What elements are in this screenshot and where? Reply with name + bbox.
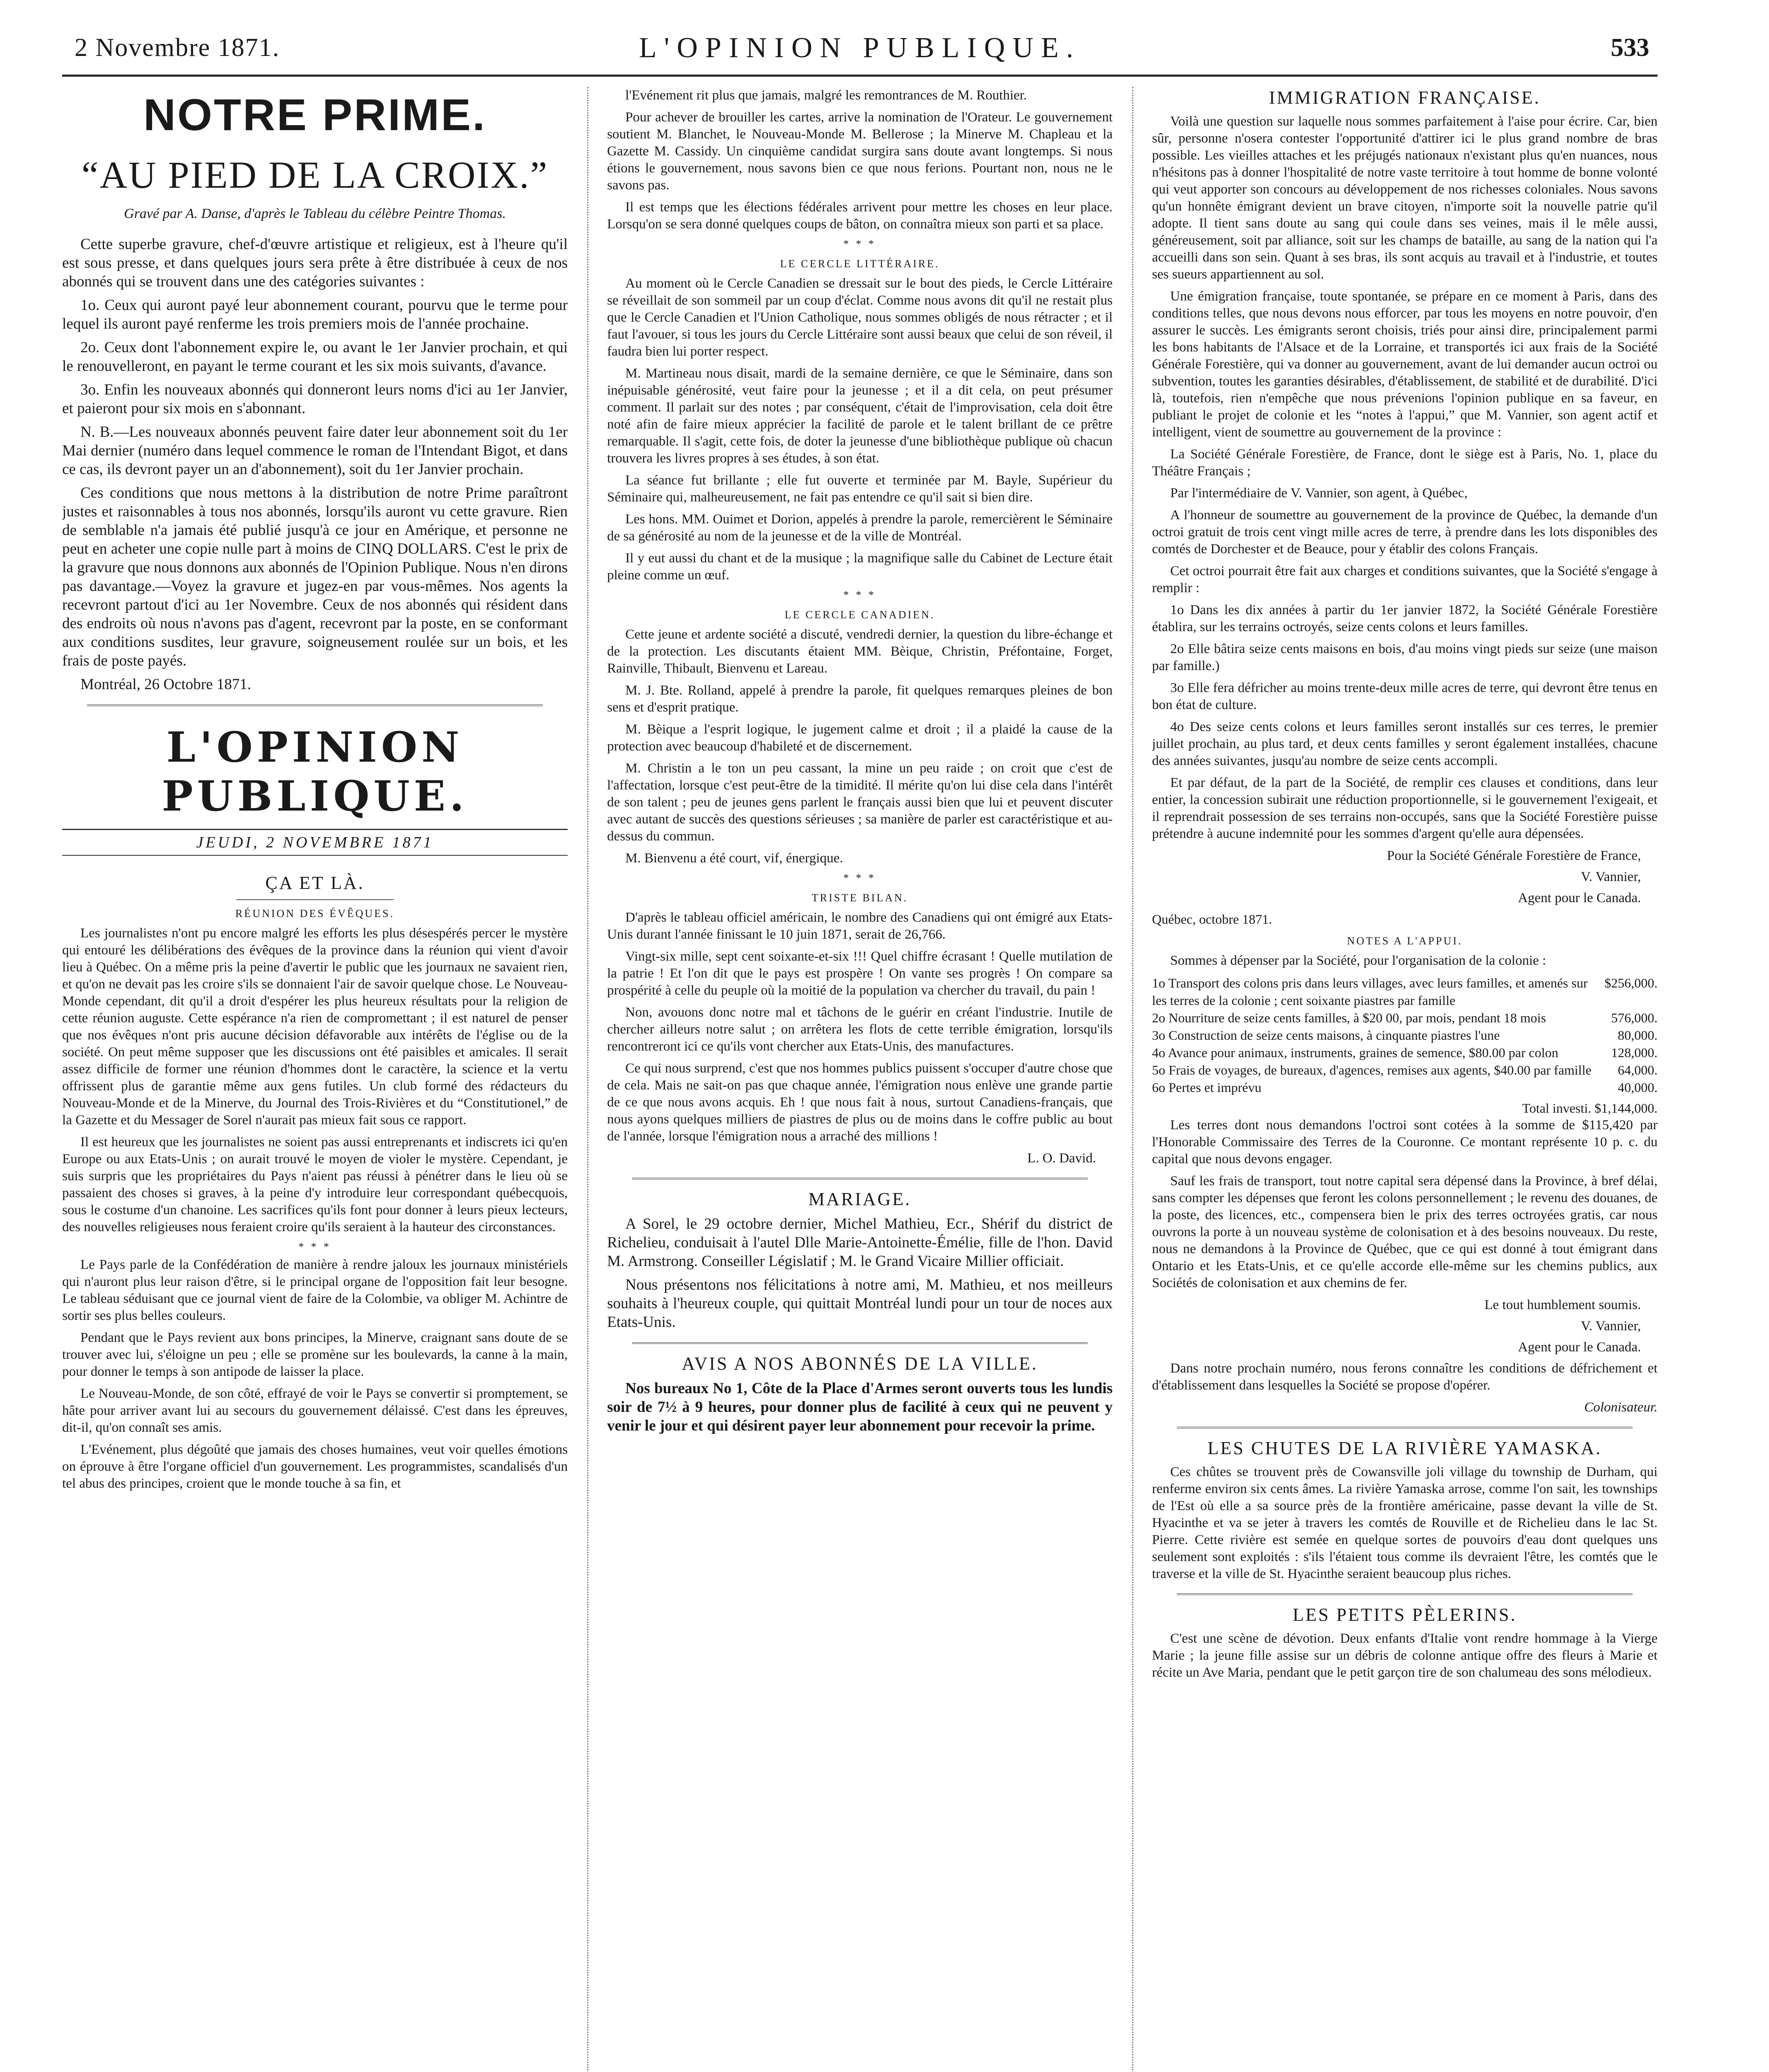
article-paragraph: Les hons. MM. Ouimet et Dorion, appelés à prendre la parole, remercièrent le Séminaire de sa générosité au nom de la jeunesse et de la ville de Montréal. [607, 512, 1113, 544]
cost-row [1152, 1026, 1658, 1044]
cost-amount: 64,000. [1618, 1063, 1658, 1077]
asterism: * * * [843, 238, 876, 250]
column-2 [607, 87, 1113, 2072]
separator [87, 704, 543, 706]
article-paragraph: La Société Générale Forestière, de France, dont le siège est à Paris, No. 1, place du Théâtre Français ; [1152, 447, 1658, 479]
article-paragraph: Cet octroi pourrait être fait aux charges et conditions suivantes, que la Société s'engage à remplir : [1152, 564, 1658, 595]
article-paragraph: Vingt-six mille, sept cent soixante-et-six !!! Quel chiffre écrasant ! Quelle mutilation de la patrie ! Et l'on dit que le pays est prospère ! On vante ses progrès ! On compare sa prospérité à celle du peuple où la moitié de la population va chercher du travail, du pain ! [607, 949, 1113, 998]
masthead: L'OPINION PUBLIQUE. [162, 723, 468, 821]
cost-label: 1o Transport des colons pris dans leurs villages, avec leurs familles, et amenés sur les terres de la colonie ; cent soixante piastres par famille [1152, 975, 1588, 1008]
cost-table [1152, 974, 1658, 1117]
article-paragraph: Ce qui nous surprend, c'est que nos hommes publics puissent s'occuper d'autre chose que de cela. Mais ne sait-on pas que chaque année, l'émigration nous enlève une grande partie de ce que nous avons acquis. Eh ! que nous fait à nous, surtout Canadiens-français, que nous ayons quelques milliers de piastres de plus ou de moins dans le coffre public au bout de l'année, lorsque l'émigration nous a arraché des millions ! [607, 1061, 1113, 1144]
article-paragraph: L'Evénement, plus dégoûté que jamais des choses humaines, veut voir quelles émotions on éprouve à être l'organe officiel d'un gouvernement. Les programmistes, scandalisés d'un tel abus des principes, croient que le monde touche à sa fin, et [62, 1442, 568, 1491]
separator [632, 1178, 1088, 1179]
cost-label: 6o Pertes et imprévu [1152, 1080, 1261, 1095]
prime-paragraph: 3o. Enfin les nouveaux abonnés qui donneront leurs noms d'ici au 1er Janvier, et paieront pour six mois en s'abonnant. [62, 381, 568, 417]
article-paragraph: Et par défaut, de la part de la Société, de remplir ces clauses et conditions, dans leur entier, la concession subirait une réduction proportionnelle, si le gouvernement l'exigeait, et il reprendrait possession de ses terrains non-occupés, sans que la Société Forestière puisse prétendre à aucune indemnité pour les sommes d'argent qu'elle aura dépensées. [1152, 775, 1658, 841]
prime-paragraph: Cette superbe gravure, chef-d'œuvre artistique et religieux, est à l'heure qu'il est sous presse, et dans quelques jours sera prête à être distribuée à ceux de nos abonnés qui se trouvent dans une des catégories suivantes : [62, 236, 568, 290]
article-paragraph: 2o Elle bâtira seize cents maisons en bois, d'au moins vingt pieds sur seize (une maison par famille.) [1152, 641, 1658, 673]
prime-signoff: Montréal, 26 Octobre 1871. [80, 676, 252, 693]
issue-date: 2 Novembre 1871. [75, 34, 280, 62]
separator [1177, 1427, 1633, 1428]
prime-paragraph: 2o. Ceux dont l'abonnement expire le, ou avant le 1er Janvier prochain, et qui le renouvelleront, en payant le terme courant et les six mois suivants, d'avance. [62, 339, 568, 375]
article-paragraph: Le Nouveau-Monde, de son côté, effrayé de voir le Pays se convertir si promptement, se hâte pour arriver avant lui au secours du gouvernement délaissé. C'est dans les épreuves, dit-il, qu'on connaît ses amis. [62, 1386, 568, 1435]
cost-amount: $256,000. [1604, 975, 1658, 990]
newspaper-page [62, 29, 1658, 2072]
running-title: L'OPINION PUBLIQUE. [639, 32, 1081, 64]
engraving-credit: Gravé par A. Danse, d'après le Tableau du célèbre Peintre Thomas. [124, 206, 506, 221]
cost-amount: 576,000. [1611, 1010, 1658, 1025]
cost-row [1152, 1079, 1658, 1096]
article-paragraph: Non, avouons donc notre mal et tâchons de le guérir en créant l'industrie. Inutile de chercher ailleurs notre salut ; on arrêtera les flots de cette terrible émigration, lorsqu'ils rencontreront ici ce qu'ils vont chercher aux Etats-Unis, des manufactures. [607, 1005, 1113, 1054]
article-paragraph: Il est temps que les élections fédérales arrivent pour mettre les choses en leur place. Lorsqu'on se sera donné quelques coups de bâton, on connaîtra mieux son parti et sa place. [607, 200, 1113, 232]
article-paragraph: Il est heureux que les journalistes ne soient pas aussi entreprenants et indiscrets ici qu'en Europe ou aux Etats-Unis ; on aurait trouvé le moyen de violer le mystère. Cependant, je suis surpris que les propriétaires du Pays n'aient pas réussi à pénétrer dans le lieu où se passaient des choses si graves, à la peine d'y introduire leur correspondant québecquois, sous le costume d'un chanoine. Les sacrifices qu'ils font pour donner à leurs pieux lecteurs, des nouvelles religieuses nous feraient croire qu'ils seraient à la hauteur des circonstances. [62, 1135, 568, 1234]
cost-label: 4o Avance pour animaux, instruments, graines de semence, $80.00 par colon [1152, 1045, 1558, 1060]
article-paragraph: Pour achever de brouiller les cartes, arrive la nomination de l'Orateur. Le gouvernement soutient M. Blanchet, le Nouveau-Monde M. Bellerose ; la Minerve M. Chapleau et la Gazette M. Cassidy. Un cinquième candidat surgira sans doute avant longtemps. Si nous étions le gouvernement, nous savons bien ce que nous ferions. Pourtant non, nous ne le savons pas. [607, 110, 1113, 193]
article-paragraph: La séance fut brillante ; elle fut ouverte et terminée par M. Bayle, Supérieur du Séminaire qui, malheureusement, ne fait pas entendre ce qu'il sait si bien dire. [607, 473, 1113, 505]
separator [1177, 1593, 1633, 1595]
asterism: * * * [843, 589, 876, 601]
article-paragraph: Le Pays parle de la Confédération de manière à rendre jaloux les journaux ministériels qui n'auront plus leur raison d'être, si le principal organe de l'opposition fait leur besogne. Le tableau séduisant que ce journal vient de faire de la Colombie, va obliger M. Achintre de sortir ses plus belles couleurs. [62, 1257, 568, 1323]
short-rule [236, 899, 394, 900]
subheading: TRISTE BILAN. [811, 892, 908, 904]
subheading: LE CERCLE LITTÉRAIRE. [780, 258, 940, 270]
engraving-title: “AU PIED DE LA CROIX.” [81, 154, 549, 196]
cost-amount: 80,000. [1618, 1028, 1658, 1043]
article-paragraph: M. J. Bte. Rolland, appelé à prendre la parole, fit quelques remarques pleines de bon sens et d'esprit pratique. [607, 683, 1113, 715]
article-paragraph: Voilà une question sur laquelle nous sommes parfaitement à l'aise pour écrire. Car, bien sûr, personne n'osera contester l'opportunité d'attirer ici le plus grand nombre de bras possible. Les vieilles attaches et les préjugés nationaux n'existant plus qu'en nuances, nous n'hésitons pas à donner l'hospitalité de notre vaste territoire à tout homme de bonne volonté qui veut apporter son concours au développement de nos richesses coloniales. Nous savons qu'un honnête émigrant devient un brave citoyen, n'importe soit la nouvelle patrie qu'il adopte. Il tient sans doute au sang qui coule dans ses veines, mais il le mêle aussi, généreusement, soit par alliance, soit sur les champs de bataille, au sang de la nation qui l'a accueilli dans son sein. Quant à ses bras, ils sont acquis au travail et à l'industrie, et toutes ses sueurs appartiennent au sol. [1152, 114, 1658, 282]
asterism: * * * [843, 872, 876, 884]
signature-line: Pour la Société Générale Forestière de France, [1387, 848, 1641, 863]
article-paragraph: 3o Elle fera défricher au moins trente-deux mille acres de terre, qui devront être tenus en bon état de culture. [1152, 680, 1658, 712]
prime-heading: NOTRE PRIME. [143, 90, 487, 140]
subheading: LE CERCLE CANADIEN. [784, 609, 935, 621]
column-1 [62, 87, 568, 2072]
article-paragraph: 1o Dans les dix années à partir du 1er janvier 1872, la Société Générale Forestière établira, sur les terrains octroyés, seize cents colons et leurs familles. [1152, 603, 1658, 634]
article-paragraph: l'Evénement rit plus que jamais, malgré les remontrances de M. Routhier. [625, 88, 1027, 103]
section-heading: LES PETITS PÈLERINS. [1292, 1605, 1517, 1625]
signature-title: Agent pour le Canada. [1518, 891, 1641, 905]
article-paragraph: M. Christin a le ton un peu cassant, la mine un peu raide ; on croit que c'est de l'affectation, lorsque c'est peut-être de la timidité. Il mérite qu'on lui dise cela dans l'intérêt de son talent ; peu de jeunes gens parlent le français aussi bien que lui et peuvent discuter avec autant de succès des questions sérieuses ; sa manière de parler est caractéristique et au-dessus du commun. [607, 761, 1113, 844]
asterism: * * * [298, 1241, 332, 1253]
article-paragraph: A Sorel, le 29 octobre dernier, Michel Mathieu, Ecr., Shérif du district de Richelieu, conduisait à l'autel Dlle Marie-Antoinette-Émélie, fille de l'hon. David M. Armstrong. Conseiller Législatif ; M. le Grand Vicaire Millier officiait. [607, 1215, 1113, 1270]
signature-line: Le tout humblement soumis. [1484, 1297, 1641, 1312]
separator [632, 1342, 1088, 1344]
article-paragraph: Ces chûtes se trouvent près de Cowansville joli village du township de Durham, qui renferme environ six cents âmes. La rivière Yamaska arrose, comme l'on sait, les townships de l'Est où elle a sa source près de la frontière américaine, passe devant la ville de St. Hyacinthe et va se jeter à travers les comtés de Rouville et de Richelieu dans le lac St. Pierre. Cette rivière est semée en quelque sortes de pouvoirs d'eau dont quelques uns seulement sont exploités : s'ils l'étaient tous comme ils devraient l'être, les comtés que le traverse et la ville de St. Hyacinthe seraient beaucoup plus riches. [1152, 1464, 1658, 1581]
article-paragraph: Nous présentons nos félicitations à notre ami, M. Mathieu, et nos meilleurs souhaits à l'heureux couple, qui quittait Montréal lundi pour un tour de noces aux Etats-Unis. [607, 1276, 1113, 1331]
column-rule-2 [1132, 87, 1133, 2072]
article-paragraph: Par l'intermédiaire de V. Vannier, son agent, à Québec, [1170, 486, 1468, 501]
article-paragraph: A l'honneur de soumettre au gouvernement de la province de Québec, la demande d'un octroi gratuit de trois cent vingt mille acres de terre, à prendre dans les lots disponibles des comtés de Dorchester et de Beauce, pour y établir des colons Français. [1152, 508, 1658, 557]
place-date: Québec, octobre 1871. [1152, 912, 1272, 927]
article-paragraph: Les terres dont nous demandons l'octroi sont cotées à la somme de $115,420 par l'Honorable Commissaire des Terres de la Couronne. Ce montant représente 10 p. c. du capital que nous devons engager. [1152, 1118, 1658, 1167]
author-signature: Colonisateur. [1584, 1400, 1658, 1415]
article-paragraph: 4o Des seize cents colons et leurs familles seront installés sur ces terres, le premier juillet prochain, au plus tard, et deux cents familles y seront également installées, chacune des années suivantes, jusqu'au nombre de seize cents accompli. [1152, 719, 1658, 768]
column-3 [1152, 87, 1658, 2072]
article-paragraph: M. Bèique a l'esprit logique, le jugement calme et droit ; il a plaidé la cause de la protection avec beaucoup d'habileté et de discernement. [607, 722, 1113, 754]
section-heading: IMMIGRATION FRANÇAISE. [1269, 87, 1541, 108]
article-paragraph: Les journalistes n'ont pu encore malgré les efforts les plus désespérés percer le mystère qui entouré les délibérations des évêques de la province dans la réunion qui vient d'avoir lieu à Québec. On a même pris la peine d'avertir le public que les journaux ne savaient rien, et qu'on ne devait pas les croire s'ils se donnaient l'air de savoir quelque chose. Le Nouveau-Monde cependant, dit qu'il a droit d'espérer les plus heureux résultats pour la religion de cette réunion auguste. Cette espérance n'a rien de compromettant ; il est naturel de penser que nos évêques n'ont pris aucune décision défavorable aux intérêts de l'église ou de la société. On peut même supposer que les discussions ont été paisibles et amicales. Il serait assez difficile de former une réunion d'hommes dont le caractère, la science et la vertu offrissent plus de garantie même aux gens futiles. Un club formé des rédacteurs du Nouveau-Monde et de la Minerve, du Journal des Trois-Rivières et du “Constitutionel,” de la Gazette et du Messager de Sorel n'aurait pas mieux fait sous ce rapport. [62, 926, 568, 1128]
article-paragraph: M. Martineau nous disait, mardi de la semaine dernière, ce que le Séminaire, dans son inépuisable générosité, veut faire pour la jeunesse ; et il a dit cela, on peut présumer comment. Il parlait sur des notes ; par conséquent, c'était de l'improvisation, cela doit être noté afin de faire mieux apprécier la facilité de parole et le talent brillant de ce prêtre remarquable. Il s'agit, cette fois, de doter la jeunesse d'une bibliothèque publique où chacun trouvera les livres propres à ses études, à son état. [607, 366, 1113, 466]
dateline: JEUDI, 2 NOVEMBRE 1871 [62, 829, 568, 856]
cost-amount: 128,000. [1611, 1045, 1658, 1060]
notes-intro: Sommes à dépenser par la Société, pour l'organisation de la colonie : [1170, 953, 1546, 968]
article-paragraph: Dans notre prochain numéro, nous ferons connaître les conditions de défrichement et d'établissement dans lesquelles la Société se propose d'opérer. [1152, 1361, 1658, 1393]
article-paragraph: Nos bureaux No 1, Côte de la Place d'Armes seront ouverts tous les lundis soir de 7½ à 9 heures, pour donner plus de facilité à ceux qui ne peuvent y venir le jour et qui désirent payer leur abonnement pour recevoir la prime. [607, 1380, 1113, 1434]
subheading: RÉUNION DES ÉVÊQUES. [235, 908, 395, 920]
article-paragraph: Pendant que le Pays revient aux bons principes, la Minerve, craignant sans doute de se trouver avec lui, s'éloigne un peu ; elle se promène sur les boulevards, la canne à la main, pour donner le temps à son antipode de laisser la place. [62, 1330, 568, 1379]
subheading: NOTES A L'APPUI. [1347, 935, 1463, 947]
cost-row [1152, 1044, 1658, 1061]
signature-name: V. Vannier, [1580, 1319, 1641, 1334]
page-header [62, 29, 1658, 77]
section-heading: ÇA ET LÀ. [265, 873, 365, 893]
page-number: 533 [1611, 34, 1649, 62]
cost-label: 2o Nourriture de seize cents familles, à $20 00, par mois, pendant 18 mois [1152, 1010, 1546, 1025]
article-paragraph: C'est une scène de dévotion. Deux enfants d'Italie vont rendre hommage à la Vierge Marie ; la jeune fille assise sur un débris de colonne antique offre des fleurs à Marie et récite un Ave Maria, pendant que le petit garçon tire de son chalumeau des sons mélodieux. [1152, 1631, 1658, 1680]
cost-row [1152, 974, 1658, 1009]
article-paragraph: Il y eut aussi du chant et de la musique ; la magnifique salle du Cabinet de Lecture était pleine comme un œuf. [607, 551, 1113, 583]
article-paragraph: Sauf les frais de transport, tout notre capital sera dépensé dans la Province, à bref délai, sans compter les dépenses que feront les colons personnellement ; le revenu des douanes, de la poste, des licences, etc., compensera bien le prix des terres octroyées gratis, car nous ouvrons la porte à un nouveau système de colonisation et à des besoins nouveaux. Du reste, nous ne demandons à la Province de Québec, que ce qui est donné à tout émigrant dans Ontario et les Etats-Unis, et ce qu'elle accorde elle-même sur les chemins publics, aux Sociétés de colonisation et aux chemins de fer. [1152, 1174, 1658, 1290]
section-heading: AVIS A NOS ABONNÉS DE LA VILLE. [682, 1353, 1038, 1374]
article-paragraph: Une émigration française, toute spontanée, se prépare en ce moment à Paris, dans des conditions telles, que nous devons nous efforcer, par tous les moyens en notre pouvoir, d'en assurer le succès. Les émigrants seront choisis, triés pour ainsi dire, principalement parmi les bons habitants de l'Alsace et de la Lorraine, et transportés ici aux frais de la Société Générale Forestière, qui va donner au gouvernement, avant de lui demander aucun octroi ou subvention, toutes les garanties désirables, d'établissement, de stabilité et de durabilité. D'ici là, toutefois, rien n'empêche que nous prévenions l'opinion publique en sa faveur, en publiant le projet de colonie et les “notes à l'appui,” que M. Vannier, son agent actif et intelligent, vient de soumettre au gouvernement de la province : [1152, 289, 1658, 440]
article-paragraph: Cette jeune et ardente société a discuté, vendredi dernier, la question du libre-échange et de la protection. Les discutants étaient MM. Bèique, Christin, Préfontaine, Forget, Rainville, Thibault, Bienvenu et Lareau. [607, 627, 1113, 676]
prime-paragraph: Ces conditions que nous mettons à la distribution de notre Prime paraîtront justes et raisonnables à tous nos abonnés, lorsqu'ils auront vu cette gravure. Rien de semblable n'a jamais été publié jusqu'à ce jour en Amérique, et personne ne peut en acheter une copie nulle part à moins de CINQ DOLLARS. C'est le prix de la gravure que nous donnons aux abonnés de l'Opinion Publique. Nous n'en dirons pas davantage.—Voyez la gravure et jugez-en par vous-mêmes. Nos agents la recevront partout d'ici au 1er Novembre. Ceux de nos abonnés qui résident dans des endroits où nous n'avons pas d'agent, recevront par la poste, en se conformant aux conditions susdites, leur gravure, soigneusement roulée sur un bois, et les frais de poste payés. [62, 484, 568, 669]
cost-label: 5o Frais de voyages, de bureaux, d'agences, remises aux agents, $40.00 par famille [1152, 1063, 1592, 1077]
prime-paragraph: N. B.—Les nouveaux abonnés peuvent faire dater leur abonnement soit du 1er Mai dernier (numéro dans lequel commence le roman de l'Intendant Bigot, et dans ce cas, ils devront payer un an d'abonnement), soit du 1er Janvier prochain. [62, 424, 568, 478]
cost-amount: 40,000. [1618, 1080, 1658, 1095]
cost-row [1152, 1009, 1658, 1026]
author-signature: L. O. David. [1027, 1151, 1096, 1166]
column-rule-1 [587, 87, 588, 2072]
signature-name: V. Vannier, [1580, 869, 1641, 884]
prime-paragraph: 1o. Ceux qui auront payé leur abonnement courant, pourvu que le terme pour lequel ils auront payé renferme les trois premiers mois de l'année prochaine. [62, 297, 568, 332]
article-paragraph: D'après le tableau officiel américain, le nombre des Canadiens qui ont émigré aux Etats-Unis durant l'année finissant le 10 juin 1871, serait de 26,766. [607, 910, 1113, 942]
cost-row [1152, 1061, 1658, 1079]
cost-label: 3o Construction de seize cents maisons, à cinquante piastres l'une [1152, 1028, 1500, 1043]
section-heading: LES CHUTES DE LA RIVIÈRE YAMASKA. [1208, 1438, 1602, 1458]
signature-title: Agent pour le Canada. [1518, 1340, 1641, 1355]
article-paragraph: M. Bienvenu a été court, vif, énergique. [625, 851, 843, 866]
cost-total: Total investi. $1,144,000. [1522, 1101, 1658, 1116]
section-heading: MARIAGE. [808, 1189, 912, 1209]
article-paragraph: Au moment où le Cercle Canadien se dressait sur le bout des pieds, le Cercle Littéraire se réveillait de son sommeil par un coup d'éclat. Comme nous avons dit qu'il ne restait plus que le Cercle Canadien et l'Union Catholique, nous sommes obligés de nous rétracter ; et il faut l'avouer, si tous les jours du Cercle Littéraire sont aussi beaux que celui de son réveil, il faudra bien lui porter respect. [607, 276, 1113, 359]
